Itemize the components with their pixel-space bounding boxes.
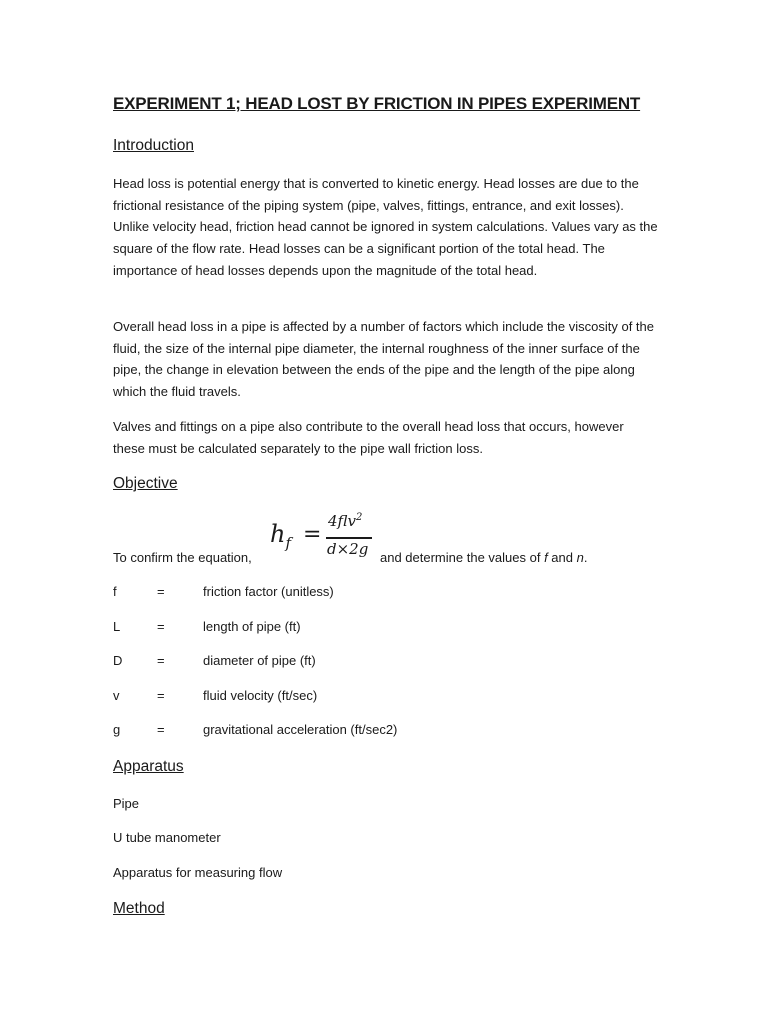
apparatus-item: Apparatus for measuring flow — [113, 865, 283, 880]
method-heading: Method — [113, 900, 165, 917]
variable-row: f = friction factor (unitless) — [113, 584, 334, 599]
variable-row: L = length of pipe (ft) — [113, 619, 301, 634]
variable-row: D = diameter of pipe (ft) — [113, 653, 316, 668]
equation-fraction-bar — [326, 537, 372, 539]
introduction-heading: Introduction — [113, 137, 194, 154]
apparatus-heading: Apparatus — [113, 758, 184, 775]
document-title: EXPERIMENT 1; HEAD LOST BY FRICTION IN PIPES EXPERIMENT — [113, 94, 641, 113]
variable-row: v = fluid velocity (ft/sec) — [113, 688, 318, 703]
variable-f-italic: f — [544, 550, 548, 565]
head-loss-equation — [270, 510, 380, 566]
variable-n-italic: n — [576, 550, 584, 565]
introduction-paragraph-3: Valves and fittings on a pipe also contribute to the overall head loss that occurs, however these must be calculated separately to the pipe wall friction loss. — [113, 419, 624, 456]
equation-denominator: d×2g — [327, 540, 369, 558]
introduction-paragraph-2: Overall head loss in a pipe is affected by a number of factors which include the viscosity of the fluid, the size of the internal pipe diameter, the internal roughness of the inner surface of the pipe, the change in elevation between the ends of the pipe and the length of the pipe along which the fluid travels. — [113, 319, 654, 400]
equation-lhs: $h_f$ — [270, 520, 292, 552]
apparatus-item: Pipe — [113, 796, 140, 811]
objective-suffix-text: and determine the values of f and n. — [380, 550, 588, 565]
objective-prefix-text: To confirm the equation, — [113, 550, 252, 565]
variable-row: g = gravitational acceleration (ft/sec2) — [113, 722, 398, 737]
equation-equals: = — [303, 522, 322, 547]
introduction-paragraph-1: Head loss is potential energy that is converted to kinetic energy. Head losses are due to the frictional resistance of the piping system (pipe, valves, fittings, entrance, and exit losses). Unlike velocity head, friction head cannot be ignored in system calculations. Values vary as the square of the flow rate. Head losses can be a significant portion of the total head. The importance of head losses depends upon the magnitude of the total head. — [113, 176, 658, 278]
apparatus-item: U tube manometer — [113, 830, 221, 845]
objective-heading: Objective — [113, 475, 178, 492]
equation-numerator: 4flv$^2$ — [328, 512, 363, 530]
